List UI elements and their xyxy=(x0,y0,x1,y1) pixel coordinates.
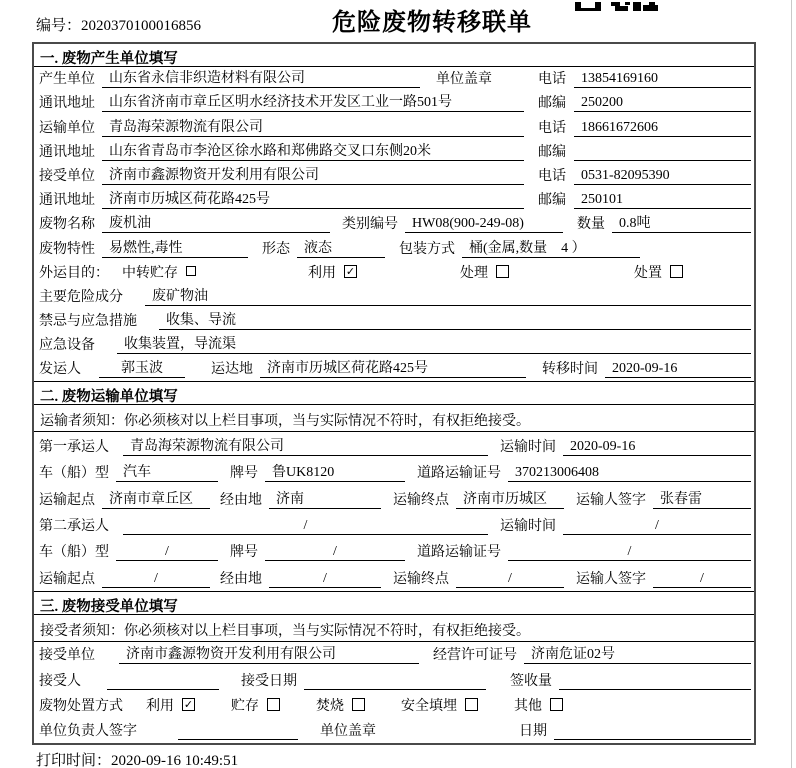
page-edge-line xyxy=(791,0,792,768)
transport-phone-label: 电话 xyxy=(538,120,566,136)
route-end-label: 运输终点 xyxy=(393,492,449,508)
emergency-equipment-value: 收集装置，导流渠 xyxy=(117,333,751,354)
sign-date-label: 日期 xyxy=(519,724,547,740)
packing-value: 桶(金属,数量 4 ） xyxy=(462,237,640,258)
emergency-equipment-label: 应急设备 xyxy=(39,338,95,354)
receive-unit-label: 接受单位 xyxy=(39,648,95,664)
producer-address-value: 山东省济南市章丘区明水经济技术开发区工业一路501号 xyxy=(102,91,524,112)
transport-phone-value: 18661672606 xyxy=(574,120,751,137)
row-waste-properties xyxy=(34,236,754,260)
disposal-incinerate-label: 焚烧 xyxy=(316,698,344,714)
row-waste-name xyxy=(34,212,754,236)
receive-date-value xyxy=(304,689,486,690)
serial-label: 编号： xyxy=(36,18,82,34)
route-via-value: 济南 xyxy=(269,488,381,509)
route-end-2-label: 运输终点 xyxy=(393,571,449,587)
first-carrier-label: 第一承运人 xyxy=(39,439,109,455)
route-start-2-value: / xyxy=(102,571,210,588)
sign-date-value xyxy=(554,739,751,740)
row-producer-address xyxy=(34,91,754,115)
unit-stamp-label: 单位盖章 xyxy=(436,72,492,88)
road-permit-label: 道路运输证号 xyxy=(417,466,501,482)
receiver-phone-label: 电话 xyxy=(538,168,566,184)
packing-label: 包装方式 xyxy=(399,241,455,257)
purpose-option-dispose xyxy=(634,262,683,282)
row-transport-address xyxy=(34,140,754,164)
receiver-address-label: 通讯地址 xyxy=(39,193,95,209)
treat-checkbox xyxy=(496,265,509,278)
route-start-label: 运输起点 xyxy=(39,492,95,508)
second-carrier-value: / xyxy=(123,518,488,535)
row-receive-person xyxy=(34,667,754,692)
purpose-treat-label: 处理 xyxy=(460,265,488,281)
emergency-measures-label: 禁忌与应急措施 xyxy=(39,314,137,330)
transit-storage-checkbox xyxy=(186,266,196,276)
road-permit-value: 370213006408 xyxy=(508,465,751,482)
disposal-store-label: 贮存 xyxy=(231,698,259,714)
road-permit-2-label: 道路运输证号 xyxy=(417,545,501,561)
route-via-2-value: / xyxy=(269,571,381,588)
responsible-sign-label: 单位负责人签字 xyxy=(39,724,137,740)
carrier-sign-value: 张春雷 xyxy=(653,488,751,509)
road-permit-2-value: / xyxy=(508,544,751,561)
destination-value: 济南市历城区荷花路425号 xyxy=(260,357,526,378)
section-producer xyxy=(34,44,754,381)
transport-time-label: 运输时间 xyxy=(500,439,556,455)
vehicle-type-label: 车（船）型 xyxy=(39,466,109,482)
quantity-value: 0.8吨 xyxy=(612,212,751,233)
received-quantity-value xyxy=(559,689,751,690)
producer-address-label: 通讯地址 xyxy=(39,96,95,112)
route-end-value: 济南市历城区 xyxy=(456,488,564,509)
waste-properties-value: 易燃性,毒性 xyxy=(102,237,248,258)
transport-notice: 运输者须知：你必须核对以上栏目事项，当与实际情况不符时，有权拒绝接受。 xyxy=(34,405,754,432)
receiver-phone-value: 0531-82095390 xyxy=(574,168,751,185)
receiver-notice: 接受者须知：你必须核对以上栏目事项，当与实际情况不符时，有权拒绝接受。 xyxy=(34,615,754,642)
receiver-zip-value: 250101 xyxy=(574,192,751,209)
transfer-time-value: 2020-09-16 xyxy=(605,361,751,378)
first-carrier-value: 青岛海荣源物流有限公司 xyxy=(123,435,488,456)
print-time-label: 打印时间： xyxy=(36,753,112,768)
print-time-value: 2020-09-16 10:49:51 xyxy=(111,753,239,768)
disposal-incinerate-checkbox xyxy=(352,698,365,711)
dispatcher-label: 发运人 xyxy=(39,362,81,378)
received-quantity-label: 签收量 xyxy=(510,673,552,689)
row-transport-unit xyxy=(34,115,754,139)
transfer-form-table xyxy=(32,42,756,745)
plate-number-label: 牌号 xyxy=(230,466,258,482)
serial-value: 2020370100016856 xyxy=(81,18,202,34)
unit-stamp-3-label: 单位盖章 xyxy=(320,724,376,740)
category-code-value: HW08(900-249-08) xyxy=(405,216,563,233)
disposal-option-utilize xyxy=(146,695,195,715)
purpose-option-utilize xyxy=(308,262,460,282)
section-receiver xyxy=(34,591,754,744)
producer-unit-value: 山东省永信非织造材料有限公司 xyxy=(102,67,420,88)
row-vehicle-2 xyxy=(34,538,754,564)
carrier-sign-2-label: 运输人签字 xyxy=(576,571,646,587)
producer-zip-label: 邮编 xyxy=(538,96,566,112)
route-via-label: 经由地 xyxy=(220,492,262,508)
receiver-zip-label: 邮编 xyxy=(538,193,566,209)
receiver-unit-label: 接受单位 xyxy=(39,168,95,184)
purpose-transit-storage-label: 中转贮存 xyxy=(122,265,178,281)
route-end-2-value: / xyxy=(456,571,564,588)
receive-unit-value: 济南市鑫源物资开发利用有限公司 xyxy=(119,643,419,664)
second-carrier-label: 第二承运人 xyxy=(39,519,109,534)
row-transfer-purpose xyxy=(34,261,754,285)
row-receiver-address xyxy=(34,188,754,212)
receive-person-label: 接受人 xyxy=(39,673,81,689)
dispatcher-value: 郭玉波 xyxy=(99,357,185,378)
disposal-other-checkbox xyxy=(550,698,563,711)
producer-unit-label: 产生单位 xyxy=(39,72,95,88)
dispose-checkbox xyxy=(670,265,683,278)
row-dispatch xyxy=(34,357,754,381)
purpose-dispose-label: 处置 xyxy=(634,265,662,281)
route-start-value: 济南市章丘区 xyxy=(102,488,210,509)
transport-address-value: 山东省青岛市李沧区徐水路和郑佛路交叉口东侧20米 xyxy=(102,140,524,161)
receiver-address-value: 济南市历城区荷花路425号 xyxy=(102,188,524,209)
utilize-checkbox xyxy=(344,265,357,278)
disposal-option-other xyxy=(514,695,563,715)
transport-zip-value xyxy=(574,160,751,161)
carrier-sign-label: 运输人签字 xyxy=(576,492,646,508)
disposal-option-landfill xyxy=(401,695,478,715)
plate-number-value: 鲁UK8120 xyxy=(265,461,405,482)
waste-name-value: 废机油 xyxy=(102,212,330,233)
waste-properties-label: 废物特性 xyxy=(39,241,95,257)
transport-address-label: 通讯地址 xyxy=(39,144,95,160)
disposal-utilize-label: 利用 xyxy=(146,698,174,714)
row-emergency-measures xyxy=(34,309,754,333)
row-receiver-unit xyxy=(34,164,754,188)
disposal-landfill-label: 安全填埋 xyxy=(401,698,457,714)
row-responsible-sign xyxy=(34,718,754,743)
physical-form-value: 液态 xyxy=(297,237,385,258)
document-header xyxy=(0,0,796,42)
section-transport xyxy=(34,381,754,590)
physical-form-label: 形态 xyxy=(262,241,290,257)
transport-zip-label: 邮编 xyxy=(538,144,566,160)
business-permit-label: 经营许可证号 xyxy=(433,648,517,664)
emergency-measures-value: 收集、导流 xyxy=(159,309,751,330)
disposal-other-label: 其他 xyxy=(514,698,542,714)
section-transport-header: 二. 废物运输单位填写 xyxy=(34,382,754,405)
transfer-time-label: 转移时间 xyxy=(542,362,598,378)
category-code-label: 类别编号 xyxy=(342,217,398,233)
vehicle-type-value: 汽车 xyxy=(116,461,218,482)
page-title: 危险废物转移联单 xyxy=(332,10,532,36)
utilize-checkmark: ✓ xyxy=(345,264,356,278)
row-producer-unit xyxy=(34,67,754,91)
disposal-utilize-checkmark: ✓ xyxy=(183,697,194,711)
transport-unit-value: 青岛海荣源物流有限公司 xyxy=(102,116,524,137)
producer-phone-label: 电话 xyxy=(538,72,566,88)
destination-label: 运达地 xyxy=(211,362,253,378)
purpose-option-treat xyxy=(460,262,634,282)
producer-zip-value: 250200 xyxy=(574,95,751,112)
transfer-purpose-label: 外运目的： xyxy=(39,265,109,281)
plate-number-2-label: 牌号 xyxy=(230,545,258,561)
row-receive-unit xyxy=(34,642,754,667)
transport-time-2-label: 运输时间 xyxy=(500,519,556,534)
route-via-2-label: 经由地 xyxy=(220,571,262,587)
receive-person-value xyxy=(107,689,219,690)
row-disposal-method xyxy=(34,693,754,718)
receiver-unit-value: 济南市鑫源物资开发利用有限公司 xyxy=(102,164,524,185)
carrier-sign-2-value: / xyxy=(653,571,751,588)
responsible-sign-value xyxy=(178,739,298,740)
serial-number xyxy=(36,14,201,35)
receive-date-label: 接受日期 xyxy=(241,673,297,689)
disposal-store-checkbox xyxy=(267,698,280,711)
disposal-method-label: 废物处置方式 xyxy=(39,698,123,714)
purpose-option-transit-storage xyxy=(122,262,308,282)
route-start-2-label: 运输起点 xyxy=(39,571,95,587)
qr-code-icon xyxy=(575,0,659,11)
purpose-utilize-label: 利用 xyxy=(308,265,336,281)
transport-time-2-value: / xyxy=(563,518,751,535)
disposal-landfill-checkbox xyxy=(465,698,478,711)
transport-time-value: 2020-09-16 xyxy=(563,439,751,456)
row-emergency-equipment xyxy=(34,333,754,357)
print-time xyxy=(36,749,796,768)
section-receiver-header: 三. 废物接受单位填写 xyxy=(34,592,754,615)
hazard-components-value: 废矿物油 xyxy=(145,285,751,306)
producer-phone-value: 13854169160 xyxy=(574,71,751,88)
section-producer-header: 一. 废物产生单位填写 xyxy=(34,44,754,67)
row-first-carrier xyxy=(34,432,754,458)
vehicle-type-2-label: 车（船）型 xyxy=(39,545,109,561)
row-vehicle-1 xyxy=(34,459,754,485)
disposal-utilize-checkbox xyxy=(182,698,195,711)
row-second-carrier xyxy=(34,512,754,538)
disposal-option-incinerate xyxy=(316,695,365,715)
vehicle-type-2-value: / xyxy=(116,544,218,561)
row-hazard-components xyxy=(34,285,754,309)
quantity-label: 数量 xyxy=(577,217,605,233)
waste-name-label: 废物名称 xyxy=(39,217,95,233)
plate-number-2-value: / xyxy=(265,544,405,561)
hazard-components-label: 主要危险成分 xyxy=(39,289,123,305)
business-permit-value: 济南危证02号 xyxy=(524,643,751,664)
row-route-2 xyxy=(34,564,754,590)
row-route-1 xyxy=(34,485,754,511)
disposal-option-store xyxy=(231,695,280,715)
transport-unit-label: 运输单位 xyxy=(39,120,95,136)
